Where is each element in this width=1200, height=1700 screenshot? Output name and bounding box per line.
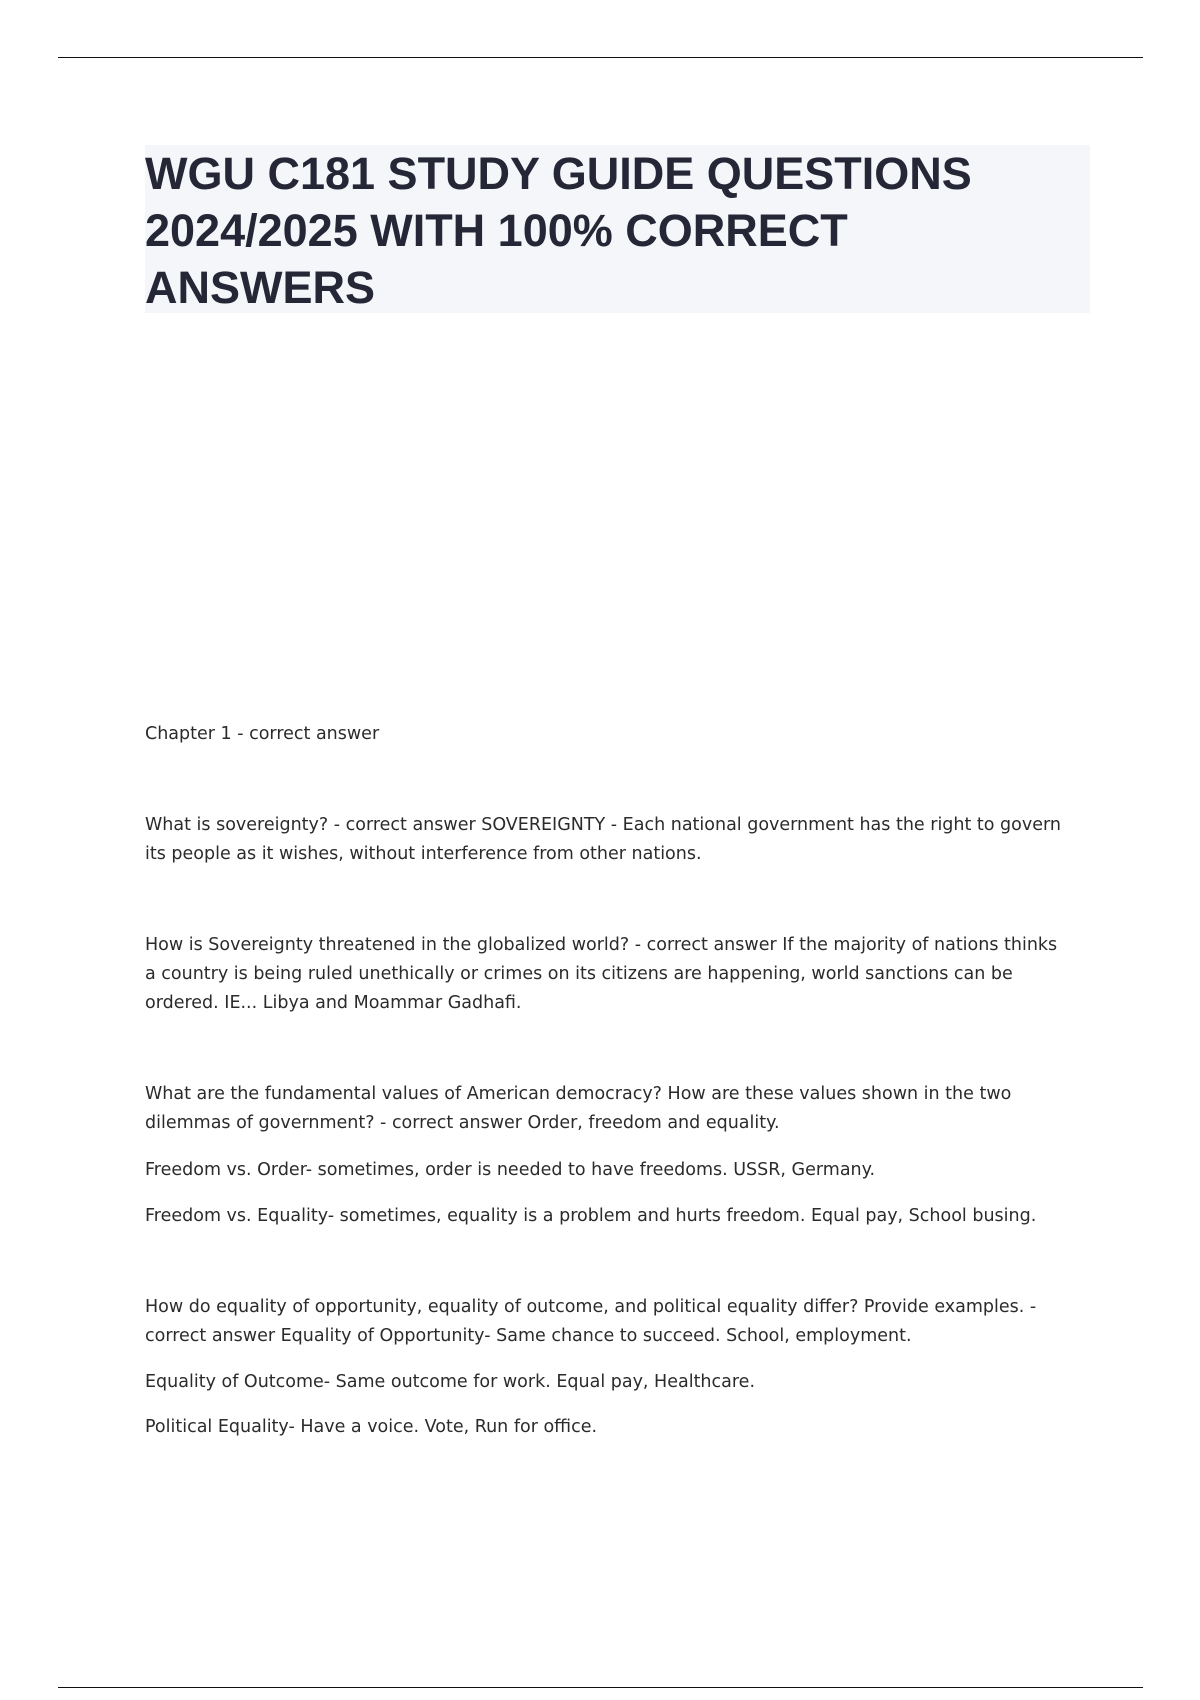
qa-sovereignty xyxy=(145,811,1061,869)
title-line: ANSWERS xyxy=(145,262,376,313)
text-line: Freedom vs. Order- sometimes, order is needed to have freedoms. USSR, Germany. xyxy=(145,1160,876,1180)
top-rule xyxy=(58,57,1143,58)
text-line: its people as it wishes, without interference from other nations. xyxy=(145,844,702,864)
qa-sovereignty-threat xyxy=(145,931,1057,1018)
title-line: 2024/2025 WITH 100% CORRECT xyxy=(145,205,848,256)
freedom-vs-equality xyxy=(145,1202,1036,1231)
bottom-rule xyxy=(58,1687,1143,1688)
text-line: a country is being ruled unethically or crimes on its citizens are happening, world sanctions can be xyxy=(145,964,1013,984)
title-banner xyxy=(145,145,1090,313)
title-line: WGU C181 STUDY GUIDE QUESTIONS xyxy=(145,148,972,199)
text-line: What is sovereignty? - correct answer SOVEREIGNTY - Each national government has the right to govern xyxy=(145,815,1061,835)
text-line: Freedom vs. Equality- sometimes, equality is a problem and hurts freedom. Equal pay, School busing. xyxy=(145,1206,1037,1226)
text-line: Chapter 1 - correct answer xyxy=(145,724,380,744)
qa-equality-types xyxy=(145,1293,1036,1351)
text-line: What are the fundamental values of American democracy? How are these values shown in the two xyxy=(145,1084,1012,1104)
equality-of-outcome xyxy=(145,1368,755,1397)
text-line: Political Equality- Have a voice. Vote, Run for office. xyxy=(145,1417,598,1437)
chapter-heading xyxy=(145,720,379,749)
text-line: Equality of Outcome- Same outcome for work. Equal pay, Healthcare. xyxy=(145,1372,756,1392)
political-equality xyxy=(145,1413,597,1442)
qa-fundamental-values xyxy=(145,1080,1011,1138)
freedom-vs-order xyxy=(145,1156,875,1185)
document-title xyxy=(145,145,972,316)
text-line: How is Sovereignty threatened in the globalized world? - correct answer If the majority of nations thinks xyxy=(145,935,1058,955)
text-line: How do equality of opportunity, equality of outcome, and political equality differ? Provide examples. - xyxy=(145,1297,1037,1317)
text-line: ordered. IE... Libya and Moammar Gadhafi. xyxy=(145,993,522,1013)
text-line: correct answer Equality of Opportunity- Same chance to succeed. School, employment. xyxy=(145,1326,912,1346)
text-line: dilemmas of government? - correct answer Order, freedom and equality. xyxy=(145,1113,780,1133)
